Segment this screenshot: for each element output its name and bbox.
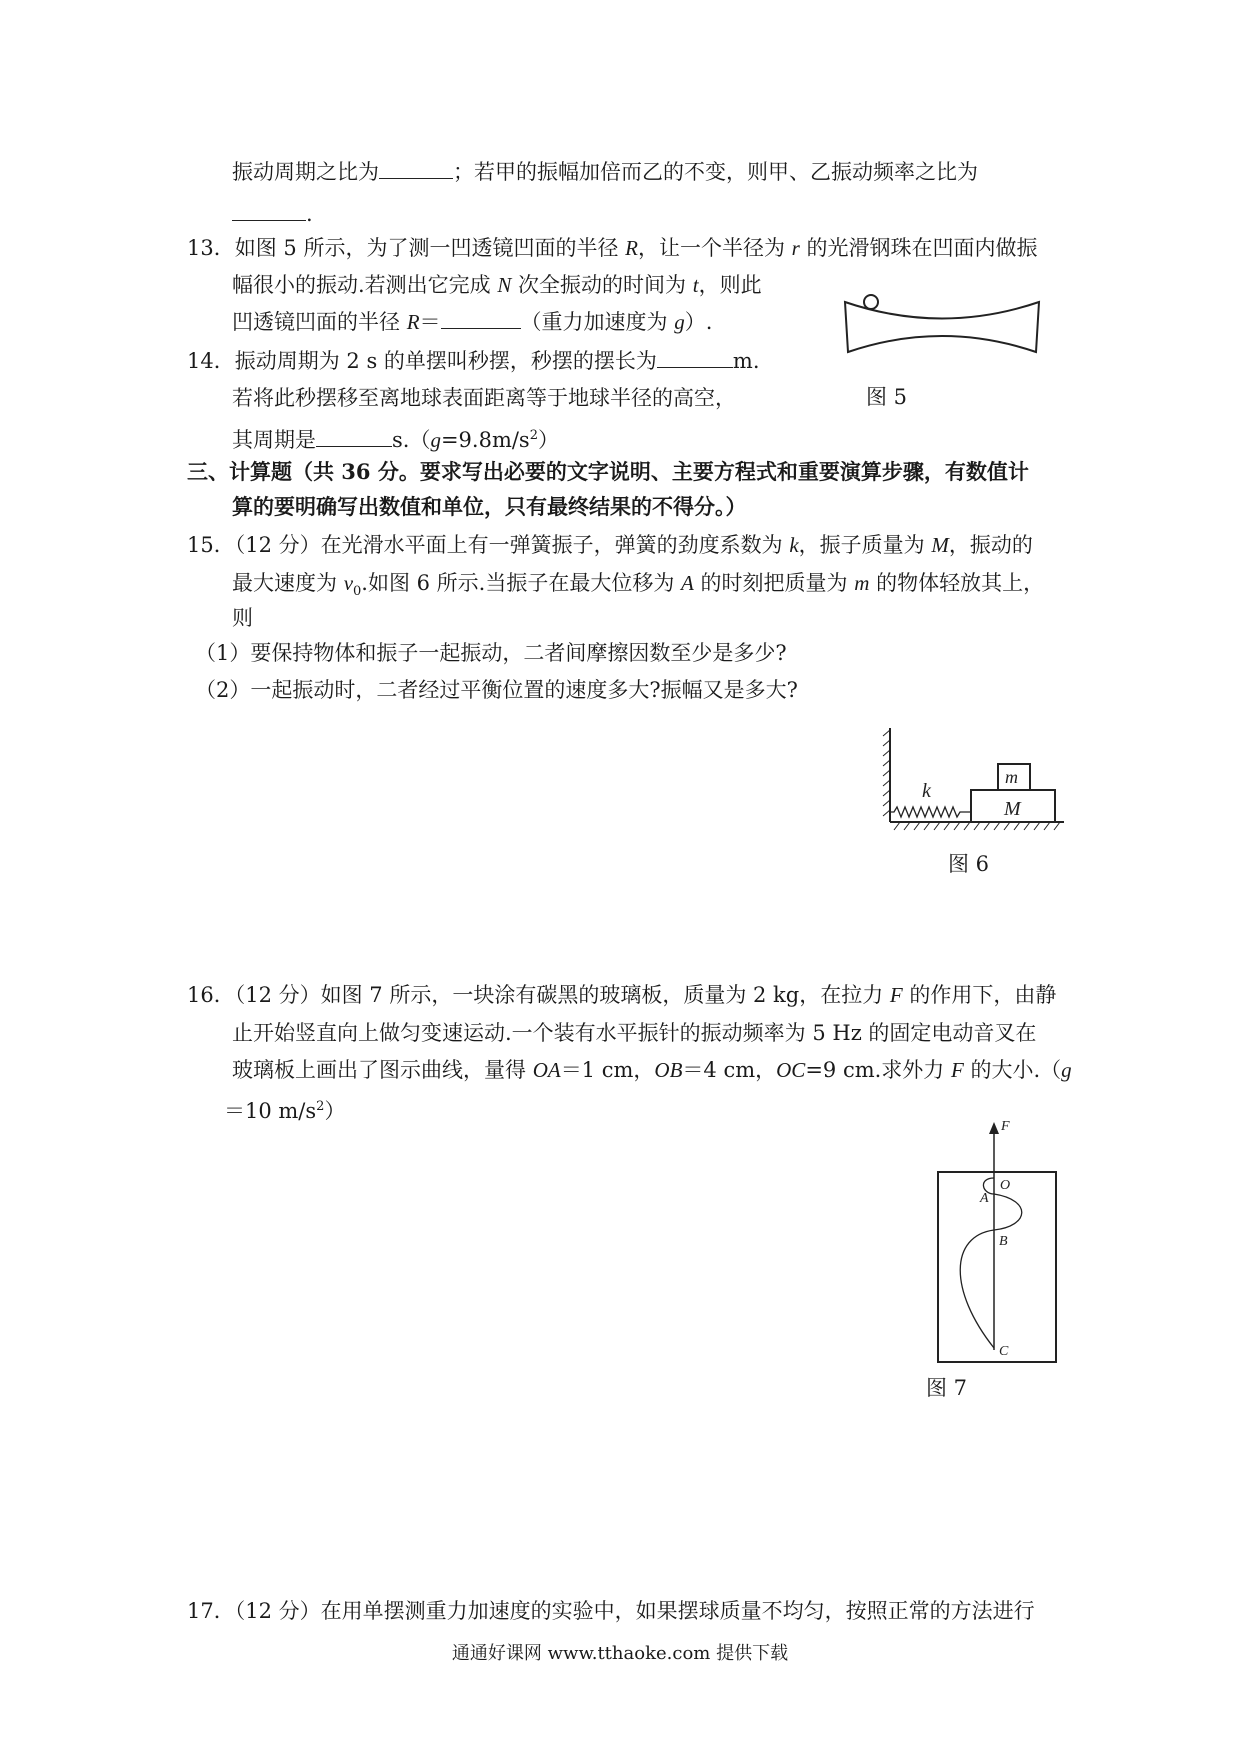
q15-line2: 最大速度为 $v_0$.如图 6 所示.当振子在最大位移为 A 的时刻把质量为 m 的物体轻放其上， — [232, 571, 1045, 600]
page-footer: 通通好课网 www.tthaoke.com 提供下载 — [451, 1643, 789, 1664]
label-k: k — [922, 780, 931, 802]
label-B: B — [999, 1234, 1008, 1249]
force-arrow-icon — [989, 1122, 999, 1134]
answer-blank — [657, 366, 733, 368]
answer-blank — [441, 327, 521, 329]
trace-curve — [960, 1178, 1022, 1348]
figure-5-concave-lens — [842, 290, 1042, 360]
q16-line1: 16．（12 分）如图 7 所示，一块涂有碳黑的玻璃板，质量为 2 kg，在拉力 F 的作用下，由静 — [187, 983, 1057, 1007]
question-number: 17． — [187, 1599, 235, 1623]
q13-line1: 13．如图 5 所示，为了测一凹透镜凹面的半径 R，让一个半径为 r 的光滑钢珠在凹面内做振 — [187, 236, 1038, 260]
q12-line1: 振动周期之比为 ；若甲的振幅加倍而乙的不变，则甲、乙振动频率之比为 — [232, 160, 978, 184]
label-m: m — [1005, 767, 1018, 787]
answer-blank — [379, 177, 453, 179]
figure-5-caption: 图 5 — [866, 385, 908, 409]
q14-line3: 其周期是 $s.(g=9.8m/s^2)$ — [232, 428, 559, 452]
q14-line2: 若将此秒摆移至离地球表面距离等于地球半径的高空， — [232, 386, 736, 410]
q17-line1: 17．（12 分）在用单摆测重力加速度的实验中，如果摆球质量不均匀，按照正常的方法进行 — [187, 1599, 1035, 1623]
section-3-heading-line2: 算的要明确写出数值和单位，只有最终结果的不得分。） — [232, 494, 747, 519]
question-number: 13． — [187, 236, 235, 260]
q13-line3: 凹透镜凹面的半径 R＝ （重力加速度为 g）. — [232, 310, 713, 334]
question-number: 14． — [187, 349, 235, 373]
figure-6-spring-oscillator — [880, 726, 1066, 836]
q14-line1: 14．振动周期为 2 s 的单摆叫秒摆，秒摆的摆长为 m. — [187, 349, 760, 373]
q15-part-2: （2）一起振动时，二者经过平衡位置的速度多大?振幅又是多大? — [195, 678, 798, 702]
label-O: O — [1000, 1178, 1011, 1193]
label-F: F — [1001, 1119, 1010, 1134]
q15-line1: 15．（12 分）在光滑水平面上有一弹簧振子，弹簧的劲度系数为 k，振子质量为 M，振动的 — [187, 533, 1033, 557]
figure-6-caption: 图 6 — [948, 852, 990, 876]
q13-line2: 幅很小的振动.若测出它完成 N 次全振动的时间为 t，则此 — [232, 273, 762, 297]
figure-7-glass-plate — [920, 1118, 1060, 1368]
question-number: 15． — [187, 533, 235, 557]
glass-plate — [938, 1172, 1056, 1362]
figure-7-caption: 图 7 — [926, 1376, 968, 1400]
label-C: C — [999, 1344, 1009, 1359]
q16-line3: 玻璃板上画出了图示曲线，量得 OA＝1 cm，OB＝4 cm，OC=9 cm.求外力 F 的大小.（g — [232, 1058, 1072, 1082]
question-number: 16． — [187, 983, 235, 1007]
answer-blank — [316, 445, 392, 447]
label-A: A — [980, 1191, 989, 1206]
q12-line2: . — [232, 199, 313, 229]
spring — [890, 807, 971, 817]
q15-line3: 则 — [232, 606, 253, 630]
q15-part-1: （1）要保持物体和振子一起振动，二者间摩擦因数至少是多少? — [195, 641, 787, 665]
q16-line2: 止开始竖直向上做匀变速运动.一个装有水平振针的振动频率为 5 Hz 的固定电动音叉在 — [232, 1021, 1037, 1045]
steel-ball — [864, 295, 878, 309]
section-3-heading-line1: 三、计算题（共 36 分。要求写出必要的文字说明、主要方程式和重要演算步骤，有数值计 — [187, 459, 1029, 484]
answer-blank — [232, 219, 306, 221]
label-M: M — [1004, 798, 1021, 820]
q16-line4: ＝10 $m/s^2$） — [224, 1099, 346, 1123]
